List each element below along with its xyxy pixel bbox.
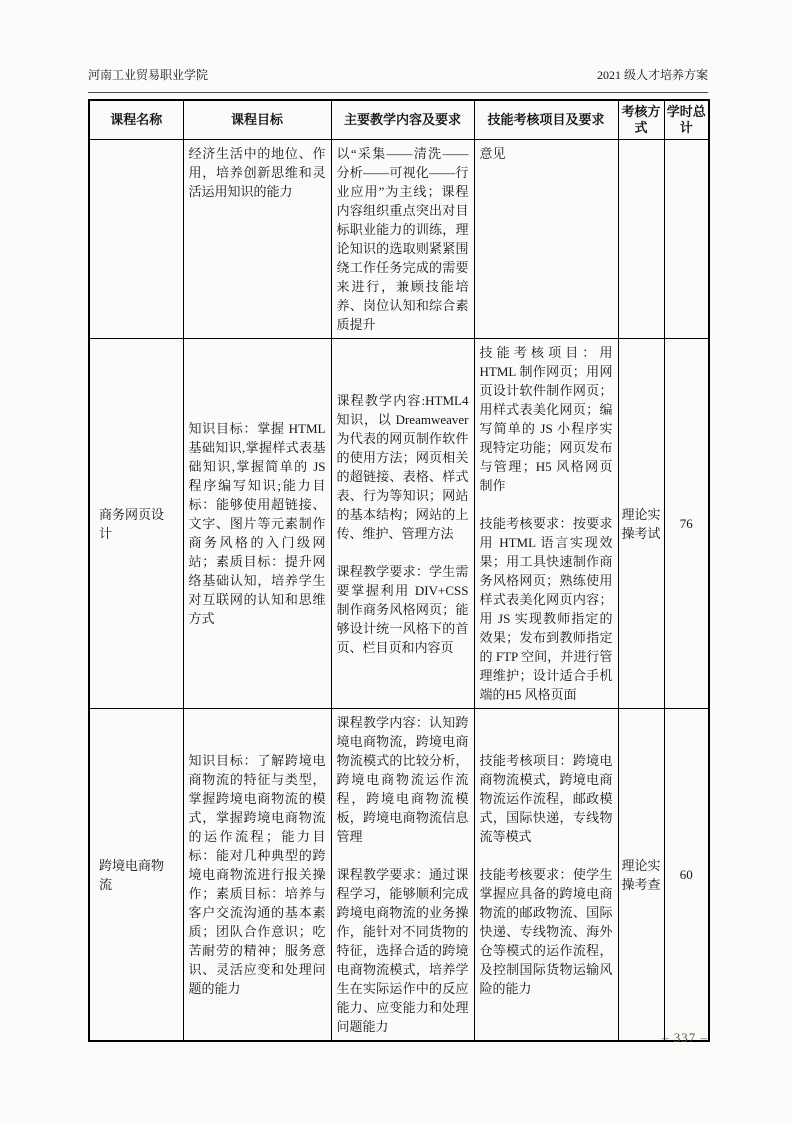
cell-course-name: [89, 140, 183, 339]
assessment-requirement-paragraph: 技能考核要求：使学生掌握应具备的跨境电商物流的邮政物流、国际快递、专线物流、海外仓等模式的运作流程，及控制国际货物运输风险的能力: [479, 867, 613, 996]
cell-total-hours: [664, 140, 709, 339]
cell-total-hours: 76: [664, 339, 709, 709]
column-header-teaching-content: 主要教学内容及要求: [331, 100, 474, 140]
objectives-text: 知识目标：掌握 HTML 基础知识,掌握样式表基础知识,掌握简单的 JS 程序编写知识;能力目标：能够使用超链接、文字、图片等元素制作商务风格的入门级网站；素质目标：提升网络基础认知，培养学生对互联网的认知和思维方式: [188, 421, 326, 626]
table-header-row: [89, 100, 709, 140]
page-number: – 337 –: [662, 1030, 708, 1045]
cell-course-name: 商务网页设计: [89, 339, 183, 709]
header-plan-title: 2021 级人才培养方案: [596, 68, 708, 82]
cell-course-objectives: [183, 709, 331, 1042]
column-header-total-hours: 学时总计: [664, 100, 709, 140]
header-school-name: 河南工业贸易职业学院: [88, 68, 209, 82]
cell-course-name: 跨境电商物流: [89, 709, 183, 1042]
objectives-text: 经济生活中的地位、作用，培养创新思维和灵活运用知识的能力: [188, 146, 326, 199]
assessment-items-paragraph: 技能考核项目：用 HTML 制作网页；用网页设计软件制作网页；用样式表美化网页；编写简单的 JS 小程序实现特定功能；网页发布与管理；H5 风格网页制作: [479, 345, 613, 493]
cell-assessment-method: [618, 140, 664, 339]
cell-total-hours: 60: [664, 709, 709, 1042]
teaching-requirement-paragraph: 课程教学要求：通过课程学习，能够顺利完成跨境电商物流的业务操作，能针对不同货物的特征，选择合适的跨境电商物流模式，培养学生在实际运作中的反应能力、应变能力和处理问题能力: [336, 867, 469, 1034]
table-row-continuation: [89, 140, 709, 339]
course-table: [88, 99, 710, 1042]
cell-skill-assessment: [474, 709, 618, 1042]
column-header-assessment-method: 考核方式: [618, 100, 664, 140]
teaching-requirement-paragraph: 课程教学要求：学生需要掌握利用 DIV+CSS 制作商务风格网页；能够设计统一风格下的首页、栏目页和内容页: [336, 563, 469, 655]
page-header: [88, 68, 708, 93]
assessment-requirement-paragraph: 技能考核要求：按要求用 HTML 语言实现效果；用工具快速制作商务风格网页；熟练使用样式表美化网页内容；用 JS 实现教师指定的效果；发布到教师指定的 FTP 空间，并进行管理维护；设计适合手机端的H5 风格页面: [479, 516, 613, 702]
cell-skill-assessment: [474, 140, 618, 339]
skill-assessment-text: 意见: [479, 146, 506, 161]
cell-assessment-method: 理论实操考试: [618, 339, 664, 709]
assessment-items-paragraph: 技能考核项目：跨境电商物流模式，跨境电商物流运作流程，邮政模式，国际快递，专线物流等模式: [479, 753, 613, 844]
teaching-content-paragraph: 课程教学内容:HTML4 知识，以 Dreamweaver 为代表的网页制作软件的使用方法；网页相关的超链接、表格、样式表、行为等知识；网站的基本结构；网站的上传、维护、管理方法: [336, 392, 469, 541]
cell-teaching-content: [331, 140, 474, 339]
column-header-course-objectives: 课程目标: [183, 100, 331, 140]
teaching-content-paragraph: 课程教学内容：认知跨境电商物流，跨境电商物流模式的比较分析，跨境电商物流运作流程，跨境电商物流模板，跨境电商物流信息管理: [336, 715, 469, 844]
column-header-skill-assessment: 技能考核项目及要求: [474, 100, 618, 140]
objectives-text: 知识目标：了解跨境电商物流的特征与类型，掌握跨境电商物流的模式，掌握跨境电商物流的运作流程；能力目标：能对几种典型的跨境电商物流进行报关操作；素质目标：培养与客户交流沟通的基本素质；团队合作意识；吃苦耐劳的精神；服务意识、灵活应变和处理问题的能力: [188, 753, 326, 996]
cell-course-objectives: [183, 140, 331, 339]
table-row-web-design: [89, 339, 709, 709]
cell-teaching-content: [331, 709, 474, 1042]
table-row-cross-border-logistics: [89, 709, 709, 1042]
cell-skill-assessment: [474, 339, 618, 709]
column-header-course-name: 课程名称: [89, 100, 183, 140]
cell-teaching-content: [331, 339, 474, 709]
cell-course-objectives: [183, 339, 331, 709]
cell-assessment-method: 理论实操考查: [618, 709, 664, 1042]
teaching-content-text: 以“采集——清洗——分析——可视化——行业应用”为主线；课程内容组织重点突出对目标职业能力的训练，理论知识的选取则紧紧围绕工作任务完成的需要来进行，兼顾技能培养、岗位认知和综合素质提升: [336, 146, 469, 332]
